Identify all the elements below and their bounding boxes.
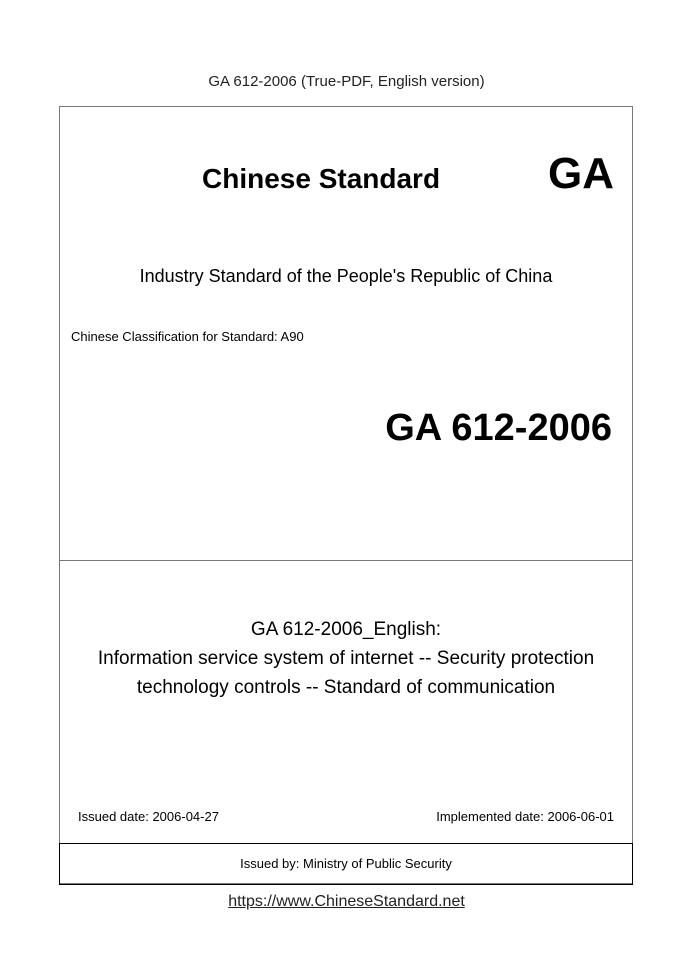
standard-title-line: technology controls -- Standard of communication (136, 677, 556, 698)
footer (0, 893, 693, 911)
standard-title (60, 615, 632, 702)
cover-bottom-panel (60, 561, 632, 843)
implemented-date: Implemented date: 2006-06-01 (436, 809, 614, 824)
document-header: GA 612-2006 (True-PDF, English version) (208, 73, 485, 90)
cover-title: Chinese Standard (202, 163, 441, 194)
classification: Chinese Classification for Standard: A90 (71, 329, 304, 344)
issued-date: Issued date: 2006-04-27 (78, 809, 219, 824)
standard-title-line: GA 612-2006_English: (250, 619, 442, 640)
website-link[interactable]: https://www.ChineseStandard.net (228, 893, 465, 910)
standard-title-line: Information service system of internet -- Security protection (97, 648, 595, 669)
cover-frame (59, 106, 633, 884)
issued-by: Issued by: Ministry of Public Security (59, 843, 633, 885)
standard-code: GA (548, 149, 614, 198)
standard-number: GA 612-2006 (385, 407, 612, 449)
cover-subtitle: Industry Standard of the People's Republic of China (139, 266, 553, 286)
cover-top-panel (60, 107, 632, 561)
